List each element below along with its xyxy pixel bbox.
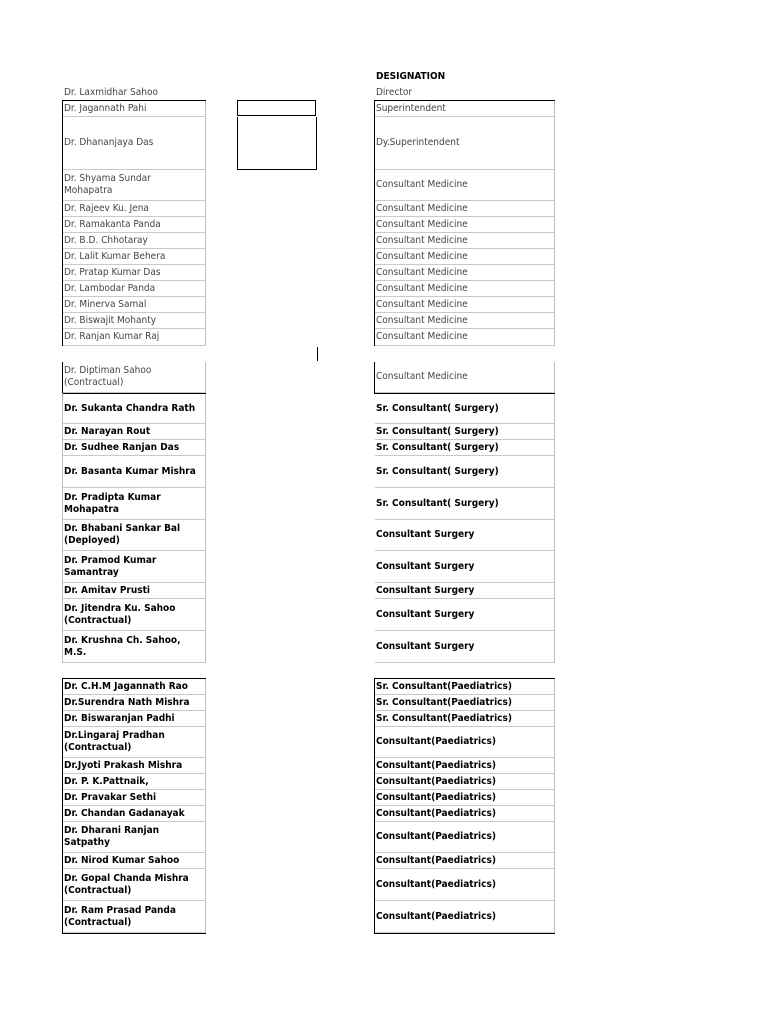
paed-bottom-border-left bbox=[62, 933, 206, 934]
stray-mark bbox=[317, 347, 318, 361]
medicine-designation: Consultant Medicine bbox=[376, 314, 468, 326]
medicine-name-cell bbox=[63, 233, 206, 249]
surgery-designation-cell bbox=[375, 456, 555, 488]
surgery-designation: Consultant Surgery bbox=[376, 529, 475, 540]
surgery-designation: Consultant Surgery bbox=[376, 560, 475, 572]
paediatrics-designation: Sr. Consultant(Paediatrics) bbox=[376, 696, 512, 708]
surgery-name-cell bbox=[63, 520, 206, 551]
medicine-designation-cell bbox=[375, 101, 555, 117]
paediatrics-designation: Consultant(Paediatrics) bbox=[376, 854, 496, 866]
paediatrics-name: Dr. Nirod Kumar Sahoo bbox=[64, 854, 180, 866]
paediatrics-designation-cell bbox=[375, 711, 555, 727]
surgery-designation: Consultant Surgery bbox=[376, 640, 475, 652]
medicine-name: Dr. Jagannath Pahi bbox=[64, 102, 147, 114]
paediatrics-designation-cell bbox=[375, 790, 555, 806]
paediatrics-designation: Consultant(Paediatrics) bbox=[376, 878, 496, 890]
surgery-name: Dr. Amitav Prusti bbox=[64, 584, 150, 596]
paediatrics-designation-cell bbox=[375, 679, 555, 695]
surgery-designation-cell bbox=[375, 551, 555, 583]
paediatrics-designation-cell bbox=[375, 758, 555, 774]
paediatrics-designation: Sr. Consultant(Paediatrics) bbox=[376, 680, 512, 692]
surgery-name: Dr. Sukanta Chandra Rath bbox=[64, 402, 196, 414]
surgery-name: Dr. Pradipta Kumar Mohapatra bbox=[64, 491, 161, 515]
surgery-name-cell bbox=[63, 488, 206, 520]
paediatrics-name-cell bbox=[63, 806, 206, 822]
medicine-name: Dr. Rajeev Ku. Jena bbox=[64, 202, 149, 214]
empty-box-2 bbox=[237, 117, 317, 170]
paediatrics-name: Dr.Surendra Nath Mishra bbox=[64, 696, 190, 708]
medicine-name: Dr. Biswajit Mohanty bbox=[64, 314, 157, 326]
director-designation: Director bbox=[376, 87, 413, 98]
medicine-designation-cell bbox=[375, 249, 555, 265]
paediatrics-designation: Consultant(Paediatrics) bbox=[376, 807, 496, 819]
medicine-name-cell bbox=[63, 217, 206, 233]
medicine-name-cell bbox=[63, 101, 206, 117]
medicine-designation: Consultant Medicine bbox=[376, 218, 468, 230]
surgery-designation: Consultant Surgery bbox=[376, 608, 475, 620]
surgery-name: Dr. Krushna Ch. Sahoo, M.S. bbox=[64, 634, 181, 658]
medicine-name: Dr. Ramakanta Panda bbox=[64, 218, 161, 230]
surgery-name: Dr. Narayan Rout bbox=[64, 425, 151, 437]
paediatrics-name-cell bbox=[63, 790, 206, 806]
surgery-designation-cell bbox=[375, 394, 555, 424]
medicine-designation-cell bbox=[375, 217, 555, 233]
medicine-designation-cell bbox=[375, 281, 555, 297]
medicine-name: Dr. Lambodar Panda bbox=[64, 282, 156, 294]
paediatrics-name-cell bbox=[63, 711, 206, 727]
medicine-designation: Consultant Medicine bbox=[376, 202, 468, 214]
medicine-designation-cell bbox=[375, 362, 555, 393]
surgery-designation-cell bbox=[375, 488, 555, 520]
medicine-name-cell bbox=[63, 170, 206, 201]
medicine-designation: Consultant Medicine bbox=[376, 250, 468, 262]
paediatrics-designation: Consultant(Paediatrics) bbox=[376, 759, 496, 771]
surgery-designation: Sr. Consultant( Surgery) bbox=[376, 497, 499, 509]
paediatrics-name-cell bbox=[63, 774, 206, 790]
medicine-name-cell bbox=[63, 117, 206, 170]
paediatrics-name-cell bbox=[63, 869, 206, 901]
medicine-name: Dr. Dhananjaya Das bbox=[64, 137, 154, 148]
paediatrics-designation-cell bbox=[375, 774, 555, 790]
surgery-name: Dr. Basanta Kumar Mishra bbox=[64, 465, 196, 477]
surgery-designation-cell bbox=[375, 583, 555, 599]
medicine-name-cell bbox=[63, 329, 206, 346]
paediatrics-name-cell bbox=[63, 822, 206, 853]
surgery-designation-cell bbox=[375, 440, 555, 456]
medicine-name-cell bbox=[63, 249, 206, 265]
paediatrics-name-cell bbox=[63, 727, 206, 758]
surgery-designation-cell bbox=[375, 424, 555, 440]
paediatrics-designation-cell bbox=[375, 727, 555, 758]
paediatrics-name: Dr. Chandan Gadanayak bbox=[64, 807, 185, 819]
paediatrics-designation-cell bbox=[375, 901, 555, 933]
medicine-name-cell bbox=[63, 265, 206, 281]
designation-heading: DESIGNATION bbox=[376, 71, 446, 82]
paediatrics-name: Dr. Dharani Ranjan Satpathy bbox=[64, 825, 160, 848]
medicine-name-cell bbox=[63, 297, 206, 313]
medicine-designation-cell bbox=[375, 265, 555, 281]
medicine-designation-cell bbox=[375, 170, 555, 201]
medicine-name-cell bbox=[63, 313, 206, 329]
medicine-designation: Consultant Medicine bbox=[376, 371, 468, 382]
surgery-name-cell bbox=[63, 424, 206, 440]
paediatrics-designation: Sr. Consultant(Paediatrics) bbox=[376, 712, 512, 724]
medicine-name: Dr. B.D. Chhotaray bbox=[64, 234, 148, 246]
medicine-designation-cell bbox=[375, 201, 555, 217]
medicine-designation-cell bbox=[375, 117, 555, 170]
empty-box-1 bbox=[237, 100, 316, 116]
medicine-designation: Dy.Superintendent bbox=[376, 137, 460, 148]
medicine-name: Dr. Shyama Sundar Mohapatra bbox=[64, 173, 151, 196]
paediatrics-name-cell bbox=[63, 679, 206, 695]
medicine-designation: Consultant Medicine bbox=[376, 266, 468, 278]
medicine-designation: Consultant Medicine bbox=[376, 234, 468, 246]
medicine-name: Dr. Lalit Kumar Behera bbox=[64, 250, 166, 262]
paediatrics-designation-cell bbox=[375, 695, 555, 711]
surgery-designation-cell bbox=[375, 631, 555, 663]
medicine-name: Dr. Pratap Kumar Das bbox=[64, 266, 161, 278]
medicine-name: Dr. Diptiman Sahoo (Contractual) bbox=[64, 365, 152, 388]
surgery-designation: Sr. Consultant( Surgery) bbox=[376, 402, 499, 414]
paediatrics-name-cell bbox=[63, 901, 206, 933]
paediatrics-designation-cell bbox=[375, 853, 555, 869]
medicine-name: Dr. Minerva Samal bbox=[64, 298, 147, 310]
medicine-designation-cell bbox=[375, 329, 555, 346]
surgery-name-cell bbox=[63, 551, 206, 583]
medicine-designation: Consultant Medicine bbox=[376, 298, 468, 310]
medicine-name-cell bbox=[63, 362, 206, 393]
surgery-name-cell bbox=[63, 583, 206, 599]
surgery-name: Dr. Pramod Kumar Samantray bbox=[64, 554, 157, 578]
paediatrics-designation: Consultant(Paediatrics) bbox=[376, 831, 496, 842]
surgery-name-cell bbox=[63, 440, 206, 456]
paediatrics-name: Dr. Pravakar Sethi bbox=[64, 791, 157, 803]
medicine-designation: Consultant Medicine bbox=[376, 179, 468, 190]
medicine-designation: Superintendent bbox=[376, 102, 446, 114]
paediatrics-name: Dr. C.H.M Jagannath Rao bbox=[64, 680, 188, 692]
paediatrics-designation-cell bbox=[375, 806, 555, 822]
surgery-designation: Sr. Consultant( Surgery) bbox=[376, 465, 499, 477]
surgery-designation: Sr. Consultant( Surgery) bbox=[376, 441, 499, 453]
paediatrics-name: Dr.Jyoti Prakash Mishra bbox=[64, 759, 183, 771]
medicine-designation-cell bbox=[375, 297, 555, 313]
surgery-designation: Sr. Consultant( Surgery) bbox=[376, 425, 499, 437]
medicine-designation: Consultant Medicine bbox=[376, 331, 468, 342]
paediatrics-name-cell bbox=[63, 853, 206, 869]
medicine-designation: Consultant Medicine bbox=[376, 282, 468, 294]
surgery-name-cell bbox=[63, 394, 206, 424]
surgery-designation-cell bbox=[375, 599, 555, 631]
surgery-name: Dr. Bhabani Sankar Bal (Deployed) bbox=[64, 523, 181, 546]
paediatrics-name: Dr. Biswaranjan Padhi bbox=[64, 712, 175, 724]
director-name: Dr. Laxmidhar Sahoo bbox=[64, 87, 158, 98]
medicine-name: Dr. Ranjan Kumar Raj bbox=[64, 331, 160, 342]
paediatrics-name: Dr. P. K.Pattnaik, bbox=[64, 775, 149, 787]
surgery-designation: Consultant Surgery bbox=[376, 584, 475, 596]
surgery-name-cell bbox=[63, 599, 206, 631]
paediatrics-designation-cell bbox=[375, 869, 555, 901]
medicine-name-cell bbox=[63, 201, 206, 217]
paediatrics-name: Dr. Gopal Chanda Mishra (Contractual) bbox=[64, 872, 189, 896]
paediatrics-designation: Consultant(Paediatrics) bbox=[376, 910, 496, 922]
surgery-name-cell bbox=[63, 456, 206, 488]
medicine-designation-cell bbox=[375, 233, 555, 249]
surgery-name: Dr. Sudhee Ranjan Das bbox=[64, 441, 180, 453]
paediatrics-designation: Consultant(Paediatrics) bbox=[376, 791, 496, 803]
paediatrics-designation-cell bbox=[375, 822, 555, 853]
surgery-name-cell bbox=[63, 631, 206, 663]
surgery-name: Dr. Jitendra Ku. Sahoo (Contractual) bbox=[64, 602, 176, 626]
paed-bottom-border-right bbox=[374, 933, 555, 934]
paediatrics-designation: Consultant(Paediatrics) bbox=[376, 775, 496, 787]
paediatrics-name: Dr.Lingaraj Pradhan (Contractual) bbox=[64, 730, 165, 753]
medicine-designation-cell bbox=[375, 313, 555, 329]
paediatrics-name-cell bbox=[63, 758, 206, 774]
paediatrics-name-cell bbox=[63, 695, 206, 711]
surgery-designation-cell bbox=[375, 520, 555, 551]
medicine-name-cell bbox=[63, 281, 206, 297]
paediatrics-name: Dr. Ram Prasad Panda (Contractual) bbox=[64, 904, 176, 928]
paediatrics-designation: Consultant(Paediatrics) bbox=[376, 736, 496, 747]
